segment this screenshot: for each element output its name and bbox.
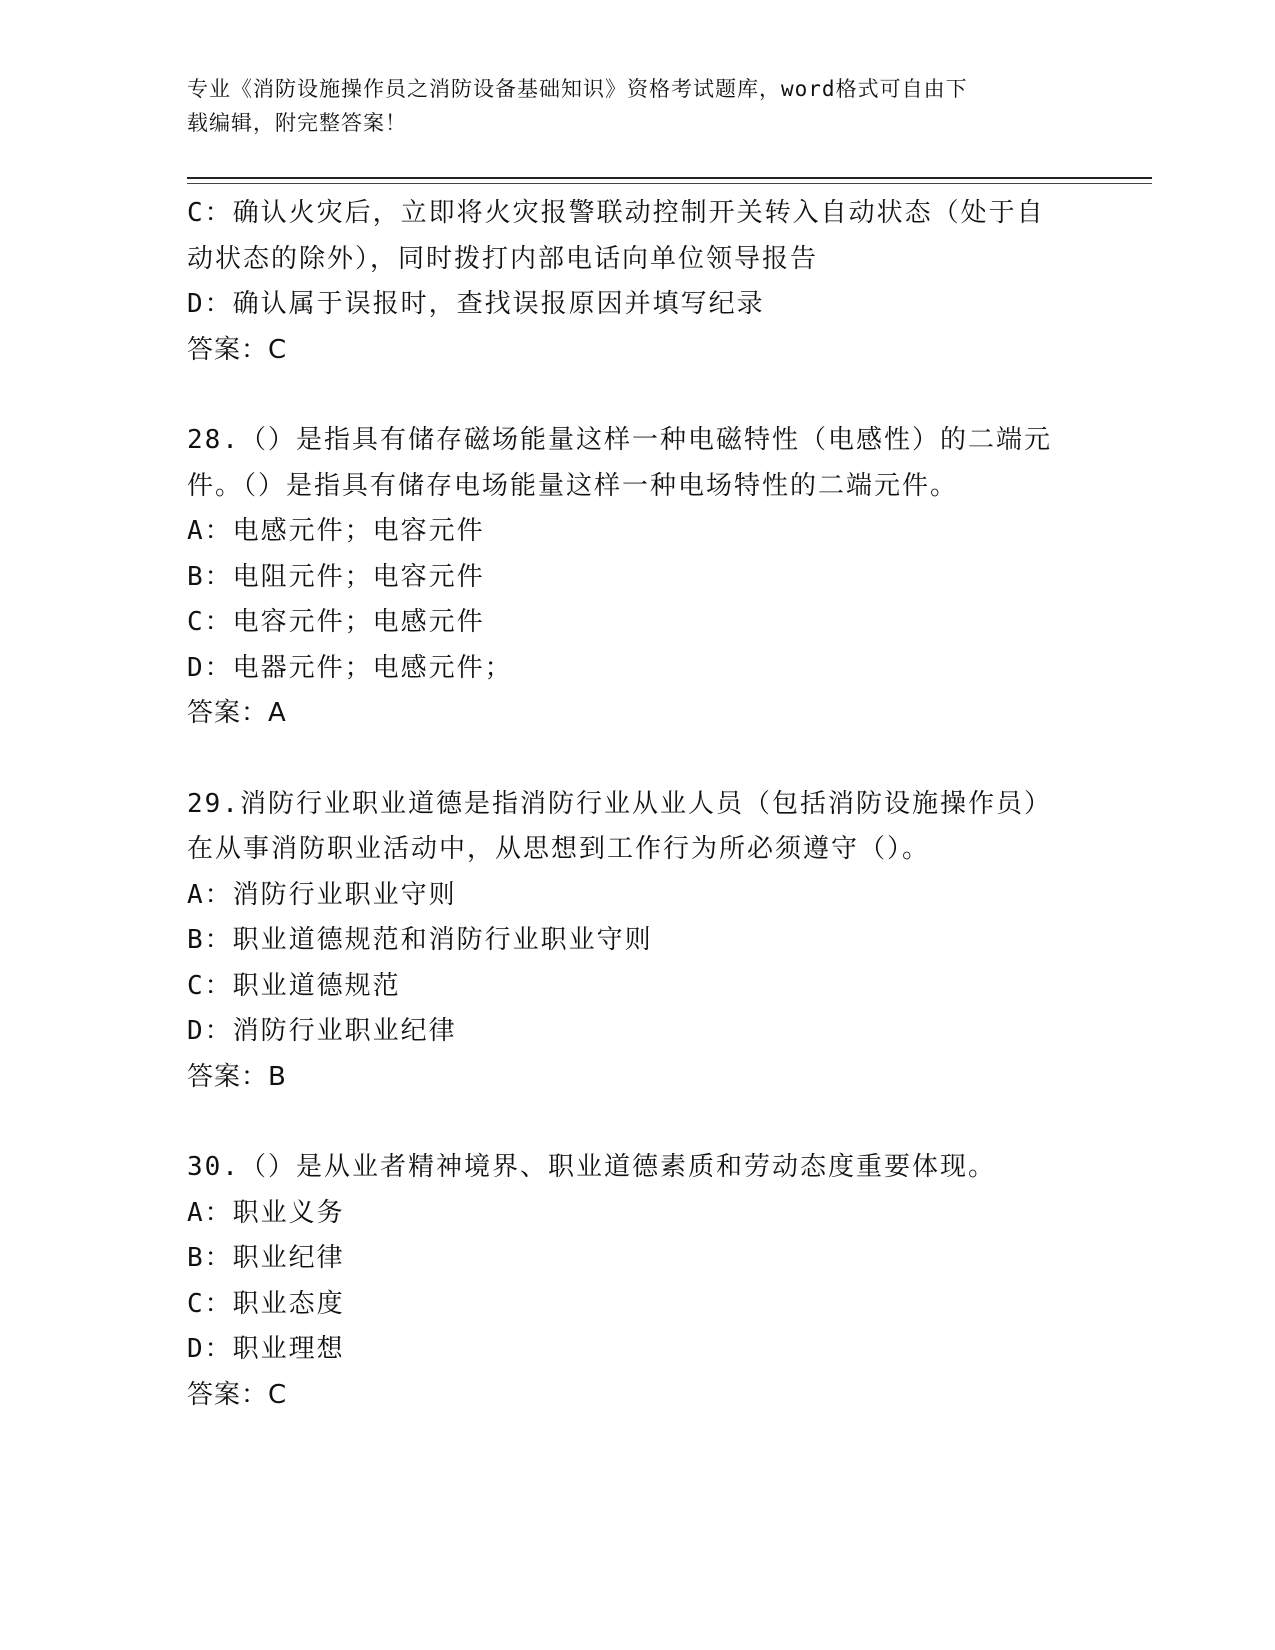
option-d: D：电器元件；电感元件；	[187, 652, 513, 683]
option-line: 动状态的除外），同时拨打内部电话向单位领导报告	[187, 243, 819, 274]
option-b: B：职业道德规范和消防行业职业守则	[187, 925, 653, 955]
option-a: A：电感元件；电容元件	[187, 516, 485, 546]
spacer	[187, 1100, 1077, 1145]
question-text: 28.（）是指具有储存磁场能量这样一种电磁特性（电感性）的二端元	[187, 425, 1052, 455]
answer-line: 答案：C	[187, 334, 288, 365]
option-a: A：消防行业职业守则	[187, 879, 457, 910]
answer-line: 答案：C	[187, 1379, 288, 1410]
option-c: C：职业道德规范	[187, 970, 401, 1001]
question-text: 件。（）是指具有储存电场能量这样一种电场特性的二端元件。	[187, 470, 959, 501]
spacer	[187, 373, 1077, 418]
question-block-continued	[187, 191, 1077, 373]
option-d: D：职业理想	[187, 1334, 345, 1364]
question-block-29	[187, 782, 1077, 1101]
option-line: C：确认火灾后，立即将火灾报警联动控制开关转入自动状态（处于自	[187, 198, 1045, 228]
question-text: 29.消防行业职业道德是指消防行业从业人员（包括消防设施操作员）	[187, 788, 1052, 819]
header-line: 专业《消防设施操作员之消防设备基础知识》资格考试题库，word格式可自由下	[187, 77, 968, 101]
option-d: D：消防行业职业纪律	[187, 1016, 457, 1046]
question-block-30	[187, 1145, 1077, 1418]
document-header	[187, 72, 1067, 140]
option-a: A：职业义务	[187, 1197, 345, 1228]
option-c: C：电容元件；电感元件	[187, 607, 485, 637]
spacer	[187, 737, 1077, 782]
option-b: B：电阻元件；电容元件	[187, 561, 485, 592]
option-c: C：职业态度	[187, 1288, 345, 1319]
option-b: B：职业纪律	[187, 1243, 345, 1273]
answer-line: 答案：A	[187, 698, 287, 728]
question-list	[187, 191, 1077, 1418]
option-line: D：确认属于误报时，查找误报原因并填写纪录	[187, 289, 765, 319]
header-divider	[187, 177, 1152, 179]
header-divider-thin	[187, 183, 1152, 184]
answer-line: 答案：B	[187, 1061, 287, 1092]
question-block-28	[187, 418, 1077, 737]
header-line: 载编辑，附完整答案！	[187, 111, 407, 135]
question-text: 30.（）是从业者精神境界、职业道德素质和劳动态度重要体现。	[187, 1152, 996, 1182]
question-text: 在从事消防职业活动中，从思想到工作行为所必须遵守（）。	[187, 834, 931, 864]
